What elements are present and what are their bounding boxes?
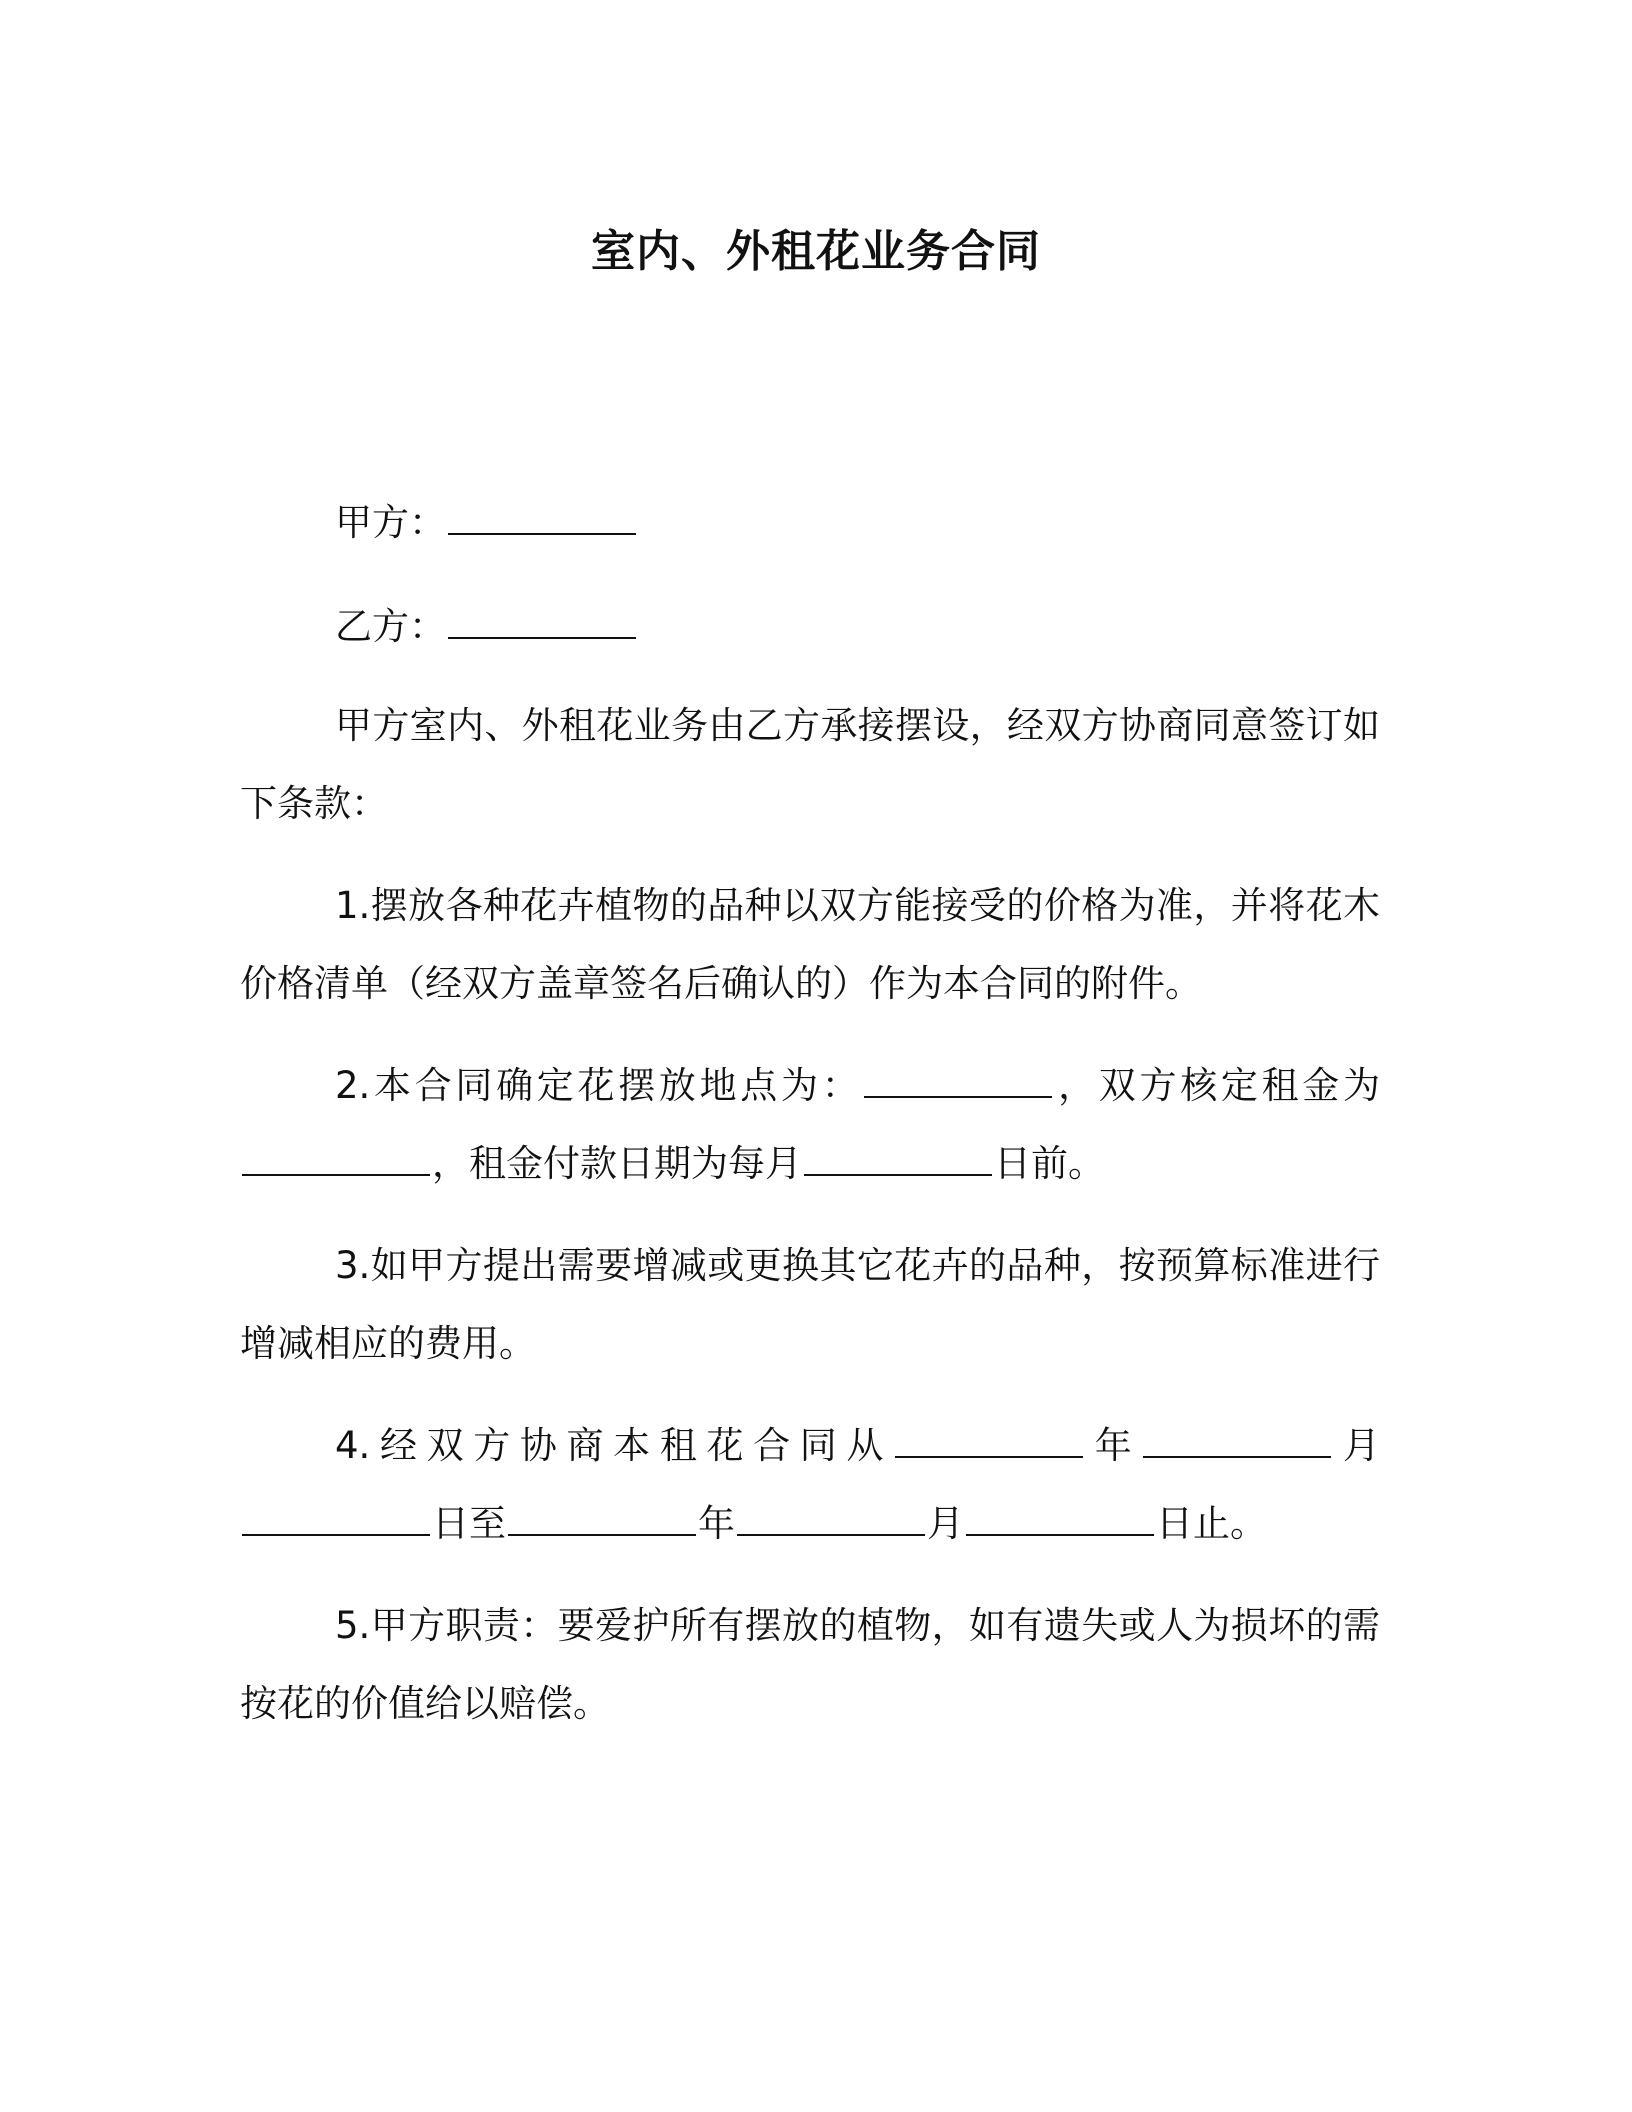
clause-2-text-2: ，双方核定租金为 xyxy=(1054,1064,1381,1107)
clause-2-text-1: 2.本合同确定花摆放地点为： xyxy=(335,1064,863,1107)
location-blank xyxy=(864,1056,1052,1098)
clause-4-text-1: 4.经双方协商本租花合同从 xyxy=(335,1424,894,1467)
clause-4-text-4: 日至 xyxy=(432,1502,506,1545)
start-day-blank xyxy=(242,1494,430,1536)
start-month-blank xyxy=(1143,1416,1331,1458)
clause-2-text-4: 日前。 xyxy=(994,1142,1105,1185)
clause-5: 5.甲方职责：要爱护所有摆放的植物，如有遗失或人为损坏的需按花的价值给以赔偿。 xyxy=(240,1604,1380,1725)
party-b-blank xyxy=(448,597,636,639)
party-b-line xyxy=(335,597,638,652)
party-a-blank xyxy=(448,493,636,535)
end-year-blank xyxy=(508,1494,696,1536)
party-a-line xyxy=(335,493,638,548)
end-day-blank xyxy=(966,1494,1154,1536)
clause-4 xyxy=(240,1407,1380,1563)
end-month-blank xyxy=(737,1494,925,1536)
clause-2-text-3: ，租金付款日期为每月 xyxy=(432,1142,802,1185)
clause-2 xyxy=(240,1047,1380,1203)
clause-4-text-7: 日止。 xyxy=(1156,1502,1267,1545)
intro-paragraph: 甲方室内、外租花业务由乙方承接摆设，经双方协商同意签订如下条款： xyxy=(240,704,1380,825)
party-b-label: 乙方： xyxy=(335,605,446,648)
clause-3: 3.如甲方提出需要增减或更换其它花卉的品种，按预算标准进行增减相应的费用。 xyxy=(240,1244,1380,1365)
clause-4-text-2: 年 xyxy=(1085,1424,1142,1467)
start-year-blank xyxy=(895,1416,1083,1458)
party-a-label: 甲方： xyxy=(335,501,446,544)
rent-blank xyxy=(242,1134,430,1176)
clause-4-text-5: 年 xyxy=(698,1502,735,1545)
payment-day-blank xyxy=(804,1134,992,1176)
clause-1: 1.摆放各种花卉植物的品种以双方能接受的价格为准，并将花木价格清单（经双方盖章签名后确认的）作为本合同的附件。 xyxy=(240,884,1380,1005)
clause-4-text-6: 月 xyxy=(927,1502,964,1545)
clause-4-text-3: 月 xyxy=(1333,1424,1381,1467)
document-title: 室内、外租花业务合同 xyxy=(591,226,1041,277)
